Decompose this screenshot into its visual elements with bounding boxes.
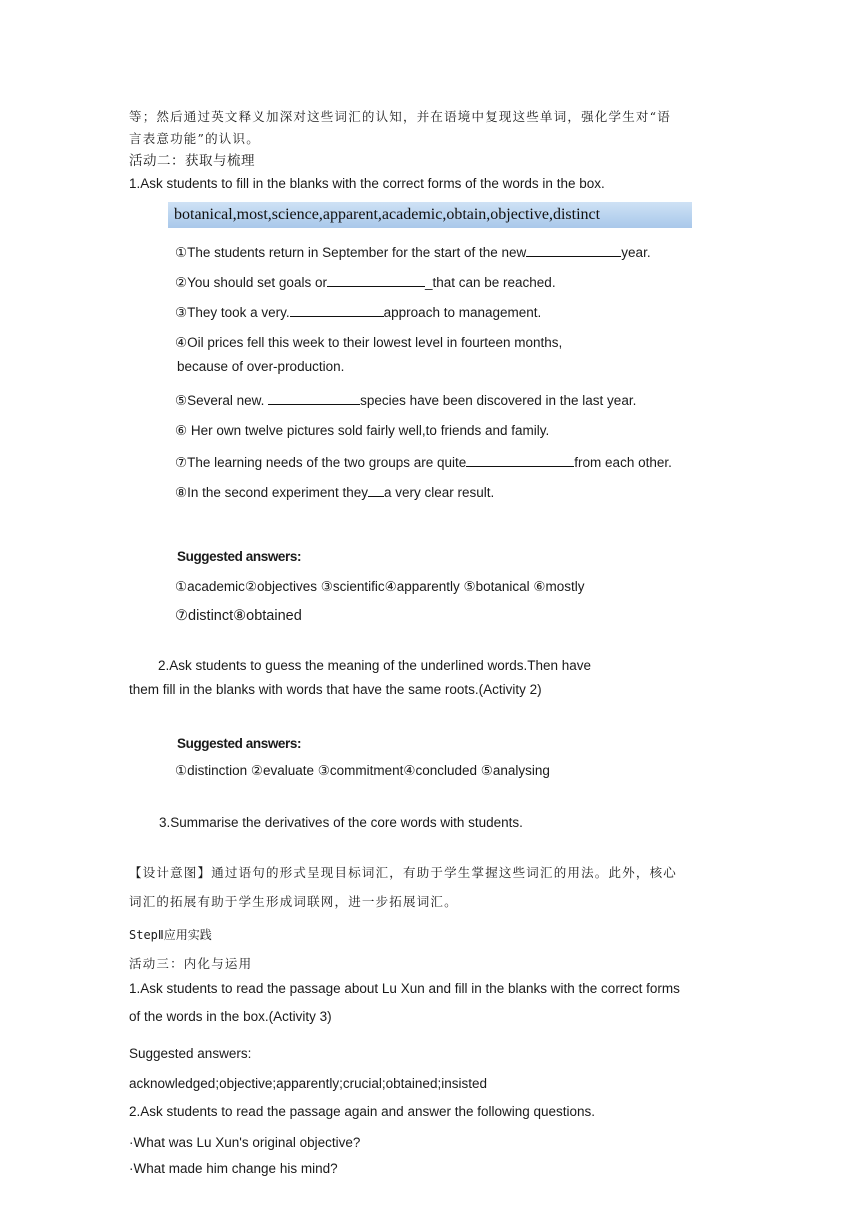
intro-line-2: 言表意功能”的认识。 (129, 131, 260, 146)
answer-blank (368, 483, 384, 497)
exercise-item-3: ③They took a very. approach to management. (175, 305, 542, 320)
activity3-heading: 活动三：内化与运用 (129, 956, 253, 971)
exercise-item-5: ⑤Several new. species have been discovered in the last year. (175, 393, 637, 408)
activity2-task3: 3.Summarise the derivatives of the core words with students. (159, 815, 523, 830)
activity3-task1-line-1: 1.Ask students to read the passage about Lu Xun and fill in the blanks with the correct forms (129, 981, 680, 996)
suggested-answers-line-2: ⑦distinct⑧obtained (175, 608, 302, 624)
suggested-answers-label: Suggested answers: (129, 1046, 252, 1061)
answer-blank (466, 453, 574, 467)
design-intent-line-2: 词汇的拓展有助于学生形成词联网，进一步拓展词汇。 (129, 894, 458, 909)
question-item: ·What made him change his mind? (129, 1161, 338, 1176)
activity2-task2-line-1: 2.Ask students to guess the meaning of the underlined words.Then have (158, 658, 592, 673)
answer-blank (327, 273, 425, 287)
suggested-answers-label: Suggested answers: (177, 549, 302, 564)
exercise-item-1: ①The students return in September for the start of the new year. (175, 245, 651, 260)
answer-blank (526, 243, 621, 257)
answer-blank (268, 391, 360, 405)
question-item: ·What was Lu Xun's original objective? (129, 1135, 361, 1150)
suggested-answers-activity3: acknowledged;objective;apparently;crucial;obtained;insisted (129, 1076, 487, 1091)
suggested-answers-line-1: ①academic②objectives ③scientific④apparently ⑤botanical ⑥mostly (175, 579, 585, 594)
suggested-answers-label: Suggested answers: (177, 736, 302, 751)
activity2-heading: 活动二：获取与梳理 (129, 153, 255, 169)
exercise-item-6: ⑥ Her own twelve pictures sold fairly well,to friends and family. (175, 423, 550, 438)
suggested-answers-roots: ①distinction ②evaluate ③commitment④concluded ⑤analysing (175, 763, 550, 778)
exercise-item-4: ④Oil prices fell this week to their lowest level in fourteen months, (175, 335, 563, 350)
word-box: botanical,most,science,apparent,academic,obtain,objective,distinct (168, 202, 692, 228)
intro-line-1: 等；然后通过英文释义加深对这些词汇的认知，并在语境中复现这些单词，强化学生对“语 (129, 109, 671, 124)
activity3-task2: 2.Ask students to read the passage again and answer the following questions. (129, 1104, 596, 1119)
activity3-task1-line-2: of the words in the box.(Activity 3) (129, 1009, 332, 1024)
exercise-item-2: ②You should set goals or _that can be reached. (175, 275, 556, 290)
design-intent-line-1: 【设计意图】通过语句的形式呈现目标词汇，有助于学生掌握这些词汇的用法。此外，核心 (129, 865, 678, 880)
activity2-task1: 1.Ask students to fill in the blanks with the correct forms of the words in the box. (129, 176, 605, 191)
activity2-task2-line-2: them fill in the blanks with words that have the same roots.(Activity 2) (129, 682, 542, 697)
exercise-item-7: ⑦The learning needs of the two groups are quite from each other. (175, 455, 672, 470)
step-heading: StepⅡ应用实践 (129, 928, 212, 942)
answer-blank (290, 303, 384, 317)
exercise-item-4-cont: because of over-production. (177, 359, 345, 374)
exercise-item-8: ⑧In the second experiment they a very clear result. (175, 485, 495, 500)
